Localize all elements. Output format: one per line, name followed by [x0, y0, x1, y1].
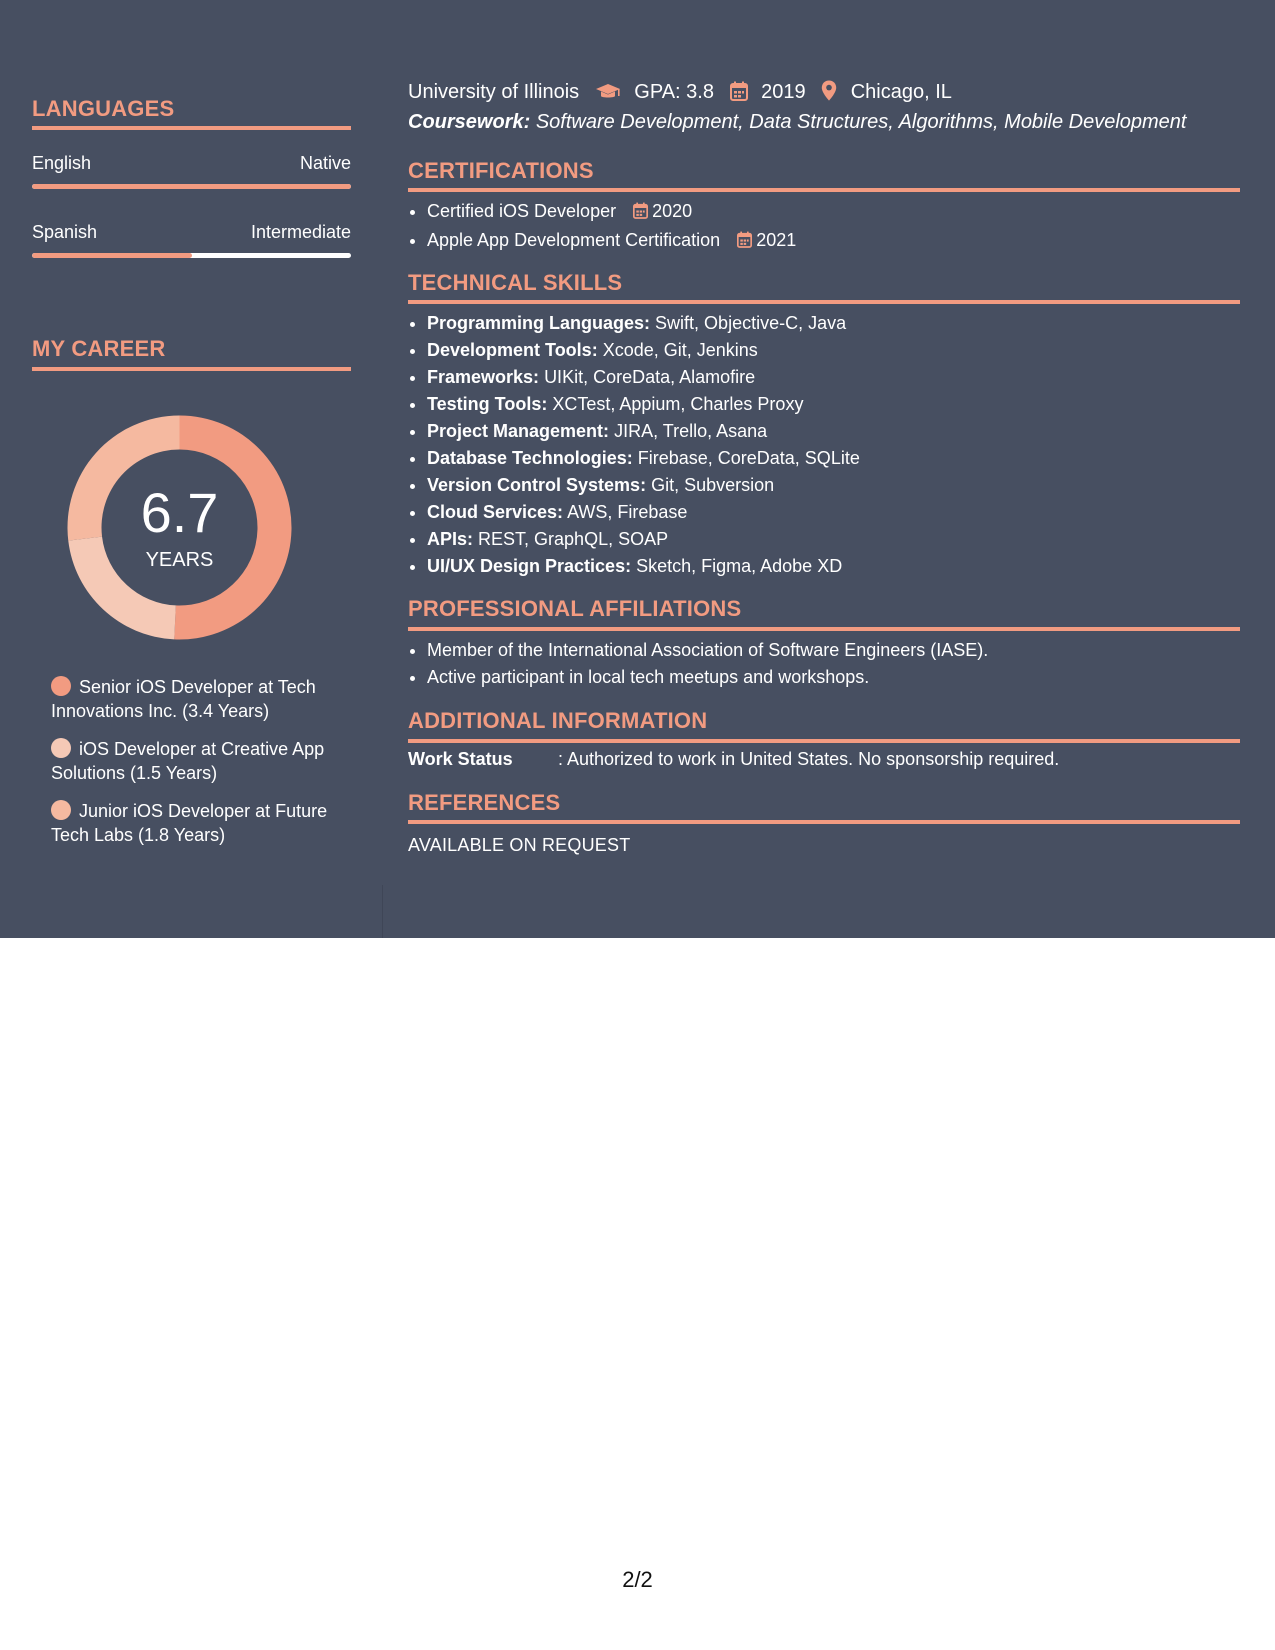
calendar-icon [737, 229, 752, 256]
career-legend-label: iOS Developer at Creative App Solutions (1.5 Years) [51, 739, 325, 783]
references-text: AVAILABLE ON REQUEST [408, 835, 631, 855]
coursework-label: Coursework: [408, 111, 531, 133]
work-status-value: : Authorized to work in United States. No sponsorship required. [558, 749, 1060, 769]
certification-year: 2020 [652, 201, 693, 221]
skill-item [427, 499, 860, 526]
education-year: 2019 [761, 81, 806, 103]
career-legend-dot [51, 800, 71, 820]
education-line [408, 80, 952, 107]
certification-year: 2021 [756, 230, 797, 250]
certification-item [427, 198, 796, 227]
column-divider [382, 885, 383, 938]
skill-label: Project Management: [427, 421, 610, 441]
additional-information-heading-rule [408, 739, 1240, 743]
skill-item [427, 364, 860, 391]
skill-item [427, 391, 860, 418]
skill-value: Git, Subversion [651, 475, 775, 495]
technical-skills-heading-rule [408, 300, 1240, 304]
career-heading-rule [32, 367, 351, 371]
certifications-heading-rule [408, 188, 1240, 192]
work-status-label: Work Status [408, 749, 513, 769]
language-level: Intermediate [250, 222, 351, 242]
skill-item [427, 310, 860, 337]
work-status-row [408, 749, 1059, 770]
skill-value: AWS, Firebase [567, 502, 688, 522]
education-coursework [408, 111, 1186, 134]
calendar-icon [730, 81, 748, 107]
career-legend-label: Senior iOS Developer at Tech Innovations Inc. (3.4 Years) [51, 677, 316, 721]
skill-item [427, 337, 860, 364]
skill-label: APIs: [427, 529, 474, 549]
skill-label: UI/UX Design Practices: [427, 556, 632, 576]
affiliations-heading-rule [408, 627, 1240, 631]
skill-value: Xcode, Git, Jenkins [602, 340, 758, 360]
career-heading: MY CAREER [32, 336, 166, 361]
language-proficiency-fill [32, 184, 351, 189]
skill-value: Swift, Objective-C, Java [655, 313, 847, 333]
skill-value: Firebase, CoreData, SQLite [637, 448, 860, 468]
affiliation-item: • Active participant in local tech meetups and workshops. [427, 664, 988, 691]
certifications-list [408, 198, 796, 256]
certification-name: Apple App Development Certification [427, 230, 721, 250]
career-legend-item [51, 675, 341, 723]
skill-value: JIRA, Trello, Asana [614, 421, 768, 441]
skill-label: Programming Languages: [427, 313, 651, 333]
skill-label: Frameworks: [427, 367, 540, 387]
skill-label: Testing Tools: [427, 394, 548, 414]
skill-label: Cloud Services: [427, 502, 564, 522]
coursework-list: Software Development, Data Structures, Algorithms, Mobile Development [535, 111, 1187, 133]
skill-item [427, 553, 860, 580]
skill-item [427, 472, 860, 499]
technical-skills-heading: TECHNICAL SKILLS [408, 270, 623, 295]
career-legend-label: Junior iOS Developer at Future Tech Labs (1.8 Years) [51, 801, 328, 845]
references-heading: REFERENCES [408, 790, 561, 815]
sidebar-column [32, 0, 351, 938]
certification-name: Certified iOS Developer [427, 201, 617, 221]
career-legend-item [51, 799, 341, 847]
language-proficiency-bar-spanish [32, 253, 351, 258]
skill-item [427, 418, 860, 445]
career-total-value: 6.7 [140, 481, 219, 544]
graduation-cap-icon [595, 83, 621, 107]
languages-heading: LANGUAGES [32, 96, 175, 121]
languages-heading-rule [32, 126, 351, 130]
language-proficiency-bar-english [32, 184, 351, 189]
technical-skills-list [408, 310, 860, 580]
skill-label: Version Control Systems: [427, 475, 647, 495]
affiliations-heading: PROFESSIONAL AFFILIATIONS [408, 596, 742, 621]
skill-value: Sketch, Figma, Adobe XD [636, 556, 843, 576]
language-name: English [32, 153, 92, 173]
skill-value: XCTest, Appium, Charles Proxy [552, 394, 804, 414]
career-legend-dot [51, 676, 71, 696]
skill-label: Database Technologies: [427, 448, 633, 468]
references-heading-rule [408, 820, 1240, 824]
education-institution: University of Illinois [408, 81, 580, 103]
calendar-icon [633, 200, 648, 227]
additional-information-heading: ADDITIONAL INFORMATION [408, 708, 708, 733]
skill-label: Development Tools: [427, 340, 598, 360]
language-level: Native [299, 153, 351, 173]
language-proficiency-fill [32, 253, 192, 258]
skill-item [427, 526, 860, 553]
certifications-heading: CERTIFICATIONS [408, 158, 594, 183]
page-number: 2/2 [622, 1567, 653, 1592]
career-donut-chart [67, 415, 292, 640]
main-column [408, 0, 1240, 938]
affiliation-item: • Member of the International Association of Software Engineers (IASE). [427, 637, 988, 664]
career-total-unit: YEARS [145, 549, 214, 571]
affiliations-list [408, 637, 988, 691]
skill-value: UIKit, CoreData, Alamofire [544, 367, 756, 387]
certification-item [427, 227, 796, 256]
education-location: Chicago, IL [850, 81, 952, 103]
map-pin-icon [821, 80, 837, 107]
education-gpa: GPA: 3.8 [634, 81, 714, 103]
career-legend-dot [51, 738, 71, 758]
language-name: Spanish [32, 222, 98, 242]
career-legend-item [51, 737, 341, 785]
skill-value: REST, GraphQL, SOAP [478, 529, 669, 549]
skill-item [427, 445, 860, 472]
